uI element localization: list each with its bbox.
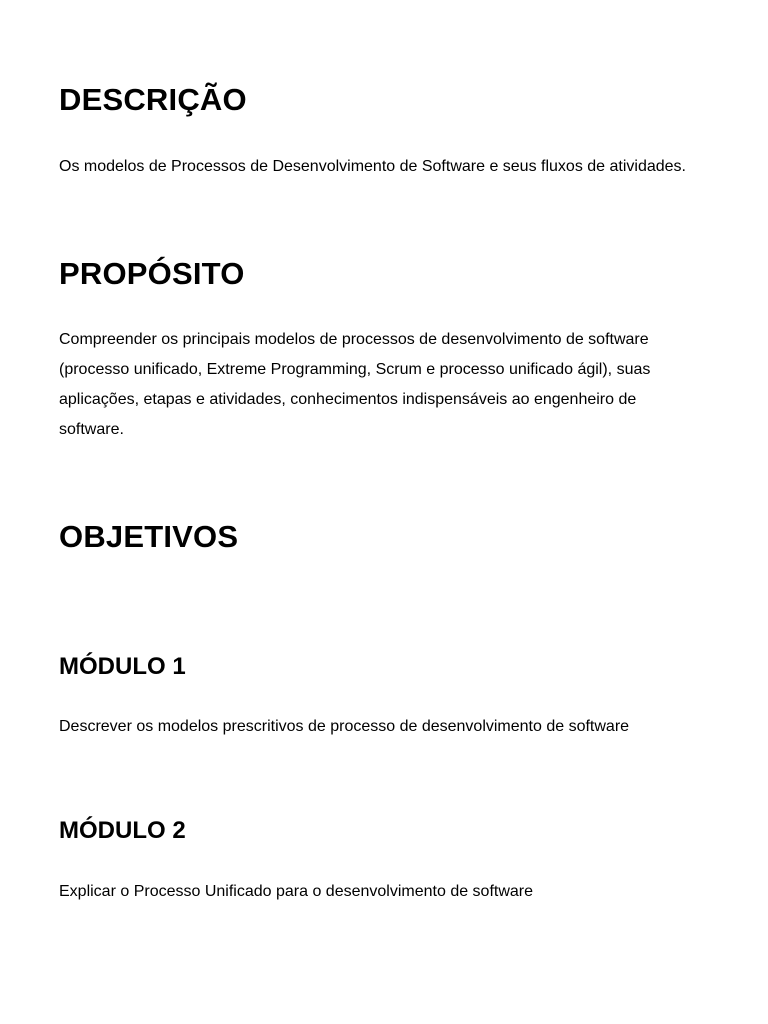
objetivos-heading: OBJETIVOS [59, 519, 239, 554]
modulo-1-title: MÓDULO 1 [59, 653, 186, 680]
proposito-text: Compreender os principais modelos de processos de desenvolvimento de software (processo unificado, Extreme Programming, Scrum e processo unificado ágil), suas aplicações, etapas e atividades, conhecimentos indispensáveis ao engenheiro de software. [59, 331, 651, 438]
proposito-heading: PROPÓSITO [59, 256, 245, 291]
descricao-text: Os modelos de Processos de Desenvolvimento de Software e seus fluxos de atividades. [59, 158, 686, 175]
modulo-2-text: Explicar o Processo Unificado para o desenvolvimento de software [59, 883, 534, 900]
descricao-heading: DESCRIÇÃO [59, 82, 247, 117]
modulo-2-title: MÓDULO 2 [59, 817, 186, 844]
modulo-1-text: Descrever os modelos prescritivos de processo de desenvolvimento de software [59, 718, 630, 735]
